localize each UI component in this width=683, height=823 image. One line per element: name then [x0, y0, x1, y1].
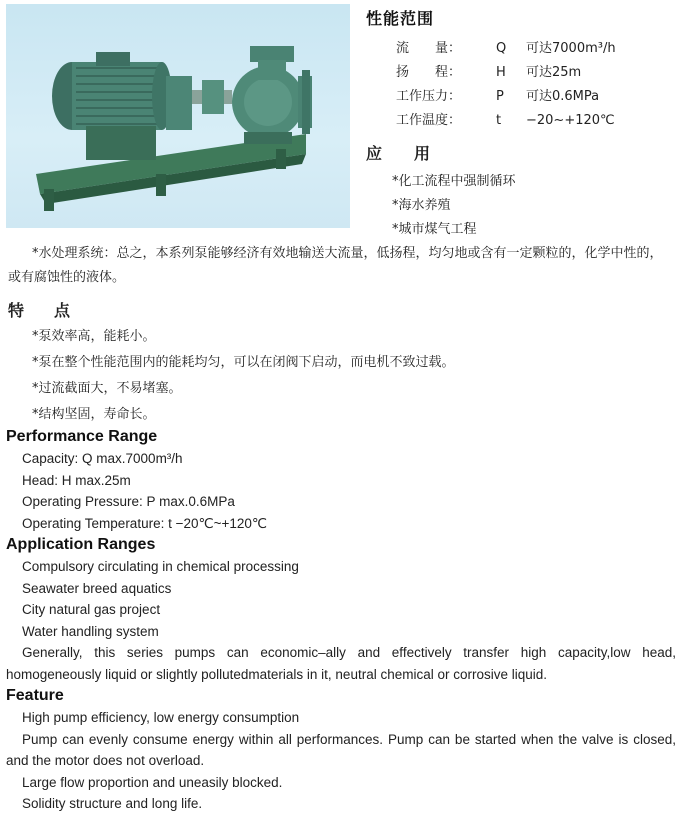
- spec-value: 可达0.6MPa: [526, 89, 600, 104]
- application-paragraph: Generally, this series pumps can economic–ally and effectively transfer high capacity,low head, homogeneously liquid or slightly pollutedmaterials in it, neutral chemical or corrosive liquid.: [6, 645, 676, 682]
- english-section: [6, 426, 676, 815]
- application-line: Compulsory circulating in chemical processing: [22, 559, 299, 574]
- feature-line: Large flow proportion and uneasily blocked.: [22, 774, 283, 790]
- application-item: *城市煤气工程: [392, 222, 477, 237]
- performance-line: Head: H max.25m: [22, 472, 131, 488]
- performance-range-title: Performance Range: [6, 428, 158, 445]
- spec-label: 流 量：: [396, 41, 462, 56]
- feature-item-cn: *泵效率高，能耗小。: [32, 329, 156, 344]
- application-title-cn: 应用: [366, 144, 463, 163]
- application-item: *海水养殖: [392, 198, 451, 213]
- performance-range-cn: [366, 6, 676, 242]
- performance-line: Capacity: Q max.7000m³/h: [22, 451, 183, 466]
- spec-symbol: H: [496, 65, 506, 80]
- feature-item-cn: *泵在整个性能范围内的能耗均匀，可以在闭阀下启动，而电机不致过载。: [32, 355, 455, 370]
- spec-row-pressure: [366, 85, 676, 109]
- feature-line: Solidity structure and long life.: [22, 796, 203, 811]
- feature-line: High pump efficiency, low energy consumption: [22, 710, 300, 725]
- feature-item-cn: *结构坚固，寿命长。: [32, 407, 156, 422]
- application-ranges-title: Application Ranges: [6, 536, 156, 553]
- spec-value: 可达7000m³/h: [526, 41, 616, 56]
- spec-row-flow: [366, 37, 676, 61]
- spec-value: −20~+120℃: [526, 113, 615, 128]
- feature-paragraph: Pump can evenly consume energy within all performances. Pump can be started when the valve is closed, and the motor does not overload.: [6, 731, 676, 768]
- spec-label: 工作温度：: [396, 113, 462, 128]
- feature-item-cn: *过流截面大，不易堵塞。: [32, 381, 182, 396]
- feature-list-cn: [32, 324, 455, 428]
- feature-title: Feature: [6, 687, 64, 704]
- pump-illustration: [6, 4, 350, 228]
- performance-line: Operating Pressure: P max.0.6MPa: [22, 494, 235, 509]
- feature-title-cn: 特点: [8, 301, 101, 320]
- spec-symbol: P: [496, 89, 504, 104]
- application-line: Water handling system: [22, 623, 159, 639]
- spec-symbol: t: [496, 113, 502, 128]
- water-treatment-paragraph-cn: *水处理系统：总之，本系列泵能够经济有效地输送大流量，低扬程，均匀地或含有一定颗粒的，化学中性的，或有腐蚀性的液体。: [8, 246, 663, 285]
- spec-row-head: [366, 61, 676, 85]
- application-line: City natural gas project: [22, 602, 161, 617]
- performance-line: Operating Temperature: t −20℃~+120℃: [22, 515, 268, 531]
- spec-symbol: Q: [496, 41, 507, 56]
- spec-value: 可达25m: [526, 65, 582, 80]
- pump-photo: [6, 4, 350, 228]
- spec-label: 工作压力：: [396, 89, 462, 104]
- spec-row-temperature: [366, 109, 676, 133]
- application-item: *化工流程中强制循环: [392, 174, 516, 189]
- spec-title: 性能范围: [366, 9, 435, 28]
- spec-label: 扬 程：: [396, 65, 462, 80]
- application-line: Seawater breed aquatics: [22, 580, 172, 596]
